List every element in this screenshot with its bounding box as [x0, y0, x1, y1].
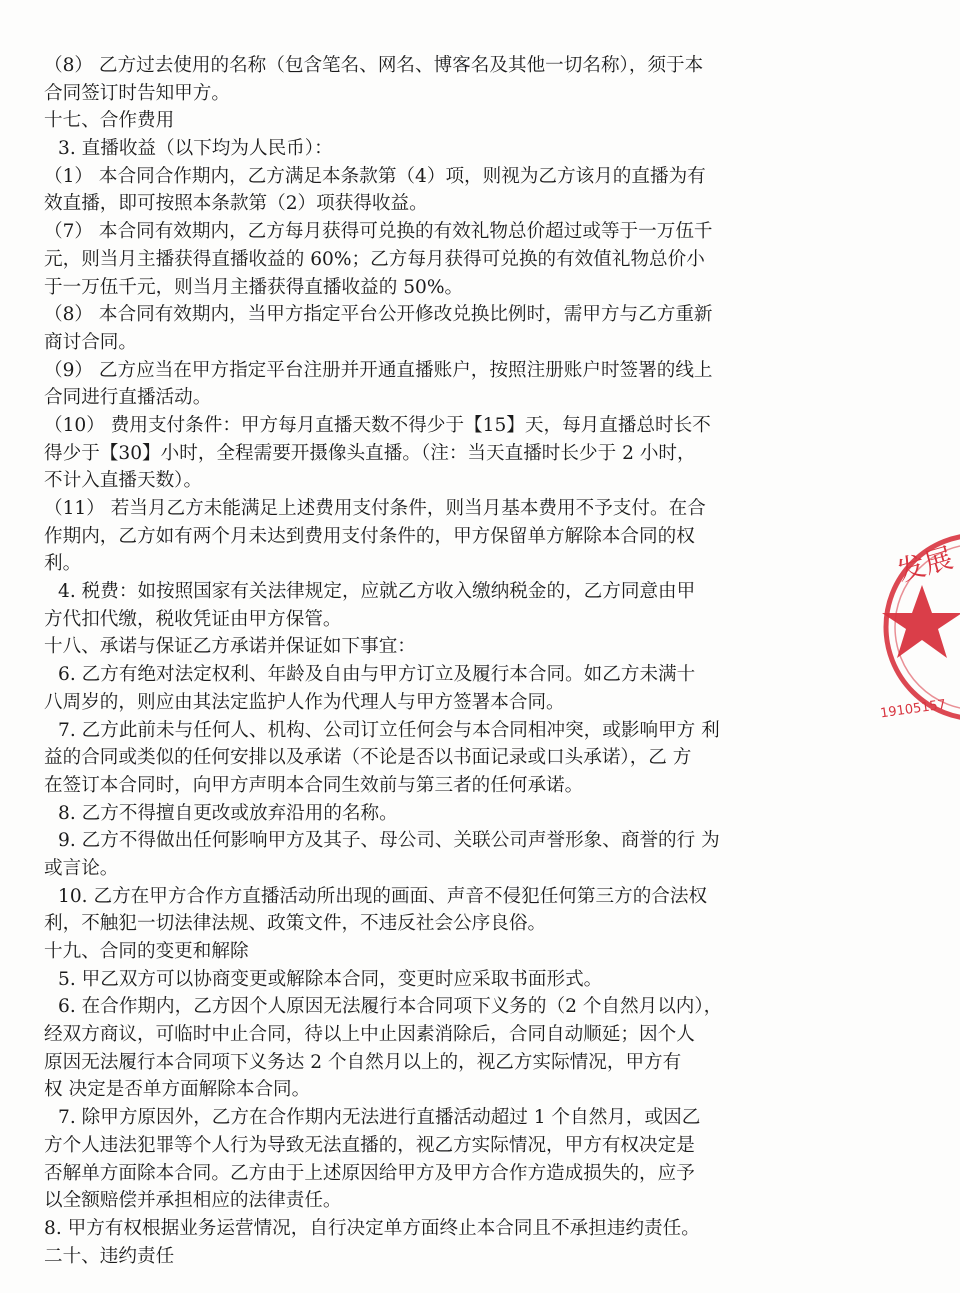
text-line: 合同签订时告知甲方。 [44, 82, 230, 104]
seal-number: 19105157 [879, 697, 947, 722]
text-line: 在签订本合同时，向甲方声明本合同生效前与第三者的任何承诺。 [44, 774, 584, 796]
clause-line: 4. 税费：如按照国家有关法律规定，应就乙方收入缴纳税金的，乙方同意由甲 [58, 581, 696, 603]
clause-line: 8. 甲方有权根据业务运营情况，自行决定单方面终止本合同且不承担违约责任。 [44, 1217, 700, 1239]
section-heading: 十七、合作费用 [44, 110, 175, 132]
text-line: 以全额赔偿并承担相应的法律责任。 [44, 1190, 342, 1212]
section-heading: 十九、合同的变更和解除 [44, 941, 249, 962]
clause-line: 5. 甲乙双方可以协商变更或解除本合同，变更时应采取书面形式。 [58, 968, 603, 990]
text-line: 得少于【30】小时，全程需要开摄像头直播。（注：当天直播时长少于 2 小时， [44, 442, 696, 464]
contract-text [44, 52, 824, 1270]
text-line: 元，则当月主播获得直播收益的 60%；乙方每月获得可兑换的有效值礼物总价小 [44, 248, 705, 270]
seal-graphic [878, 515, 960, 747]
text-line: 利。 [44, 553, 82, 575]
clause-line: 8. 乙方不得擅自更改或放弃沿用的名称。 [58, 802, 398, 824]
text-line: （1） 本合同合作期内，乙方满足本条款第（4）项，则视为乙方该月的直播为有 [44, 165, 706, 187]
text-line: （9） 乙方应当在甲方指定平台注册并开通直播账户，按照注册账户时签署的线上 [44, 359, 713, 381]
clause-line: 10. 乙方在甲方合作方直播活动所出现的画面、声音不侵犯任何第三方的合法权 [58, 885, 708, 907]
text-line: 利，不触犯一切法律法规、政策文件，不违反社会公序良俗。 [44, 913, 547, 935]
text-line: 经双方商议，可临时中止合同，待以上中止因素消除后，合同自动顺延；因个人 [44, 1024, 695, 1046]
clause-line: 7. 乙方此前未与任何人、机构、公司订立任何会与本合同相冲突，或影响甲方 利 [58, 719, 720, 741]
text-line: （8） 乙方过去使用的名称（包含笔名、网名、博客名及其他一切名称），须于本 [44, 55, 704, 76]
text-line: 合同进行直播活动。 [44, 387, 212, 409]
text-line: 原因无法履行本合同项下义务达 2 个自然月以上的，视乙方实际情况，甲方有 [44, 1051, 682, 1073]
clause-line: 9. 乙方不得做出任何影响甲方及其子、母公司、关联公司声誉形象、商誉的行 为 [58, 830, 720, 852]
text-line: 权 决定是否单方面解除本合同。 [44, 1079, 311, 1101]
text-line: （8） 本合同有效期内，当甲方指定平台公开修改兑换比例时，需甲方与乙方重新 [44, 304, 713, 326]
text-line: 效直播，即可按照本条款第（2）项获得收益。 [44, 193, 428, 215]
clause-line: 6. 在合作期内，乙方因个人原因无法履行本合同项下义务的（2 个自然月以内）， [58, 996, 723, 1018]
text-line: 或言论。 [44, 857, 119, 879]
seal-text: 发展 [893, 541, 957, 589]
text-line: 八周岁的，则应由其法定监护人作为代理人与甲方签署本合同。 [44, 691, 565, 713]
clause-heading: 3. 直播收益（以下均为人民币）： [58, 138, 333, 160]
text-line: （10） 费用支付条件：甲方每月直播天数不得少于【15】天，每月直播总时长不 [44, 414, 711, 436]
text-line: 益的合同或类似的任何安排以及承诺（不论是否以书面记录或口头承诺），乙 方 [44, 747, 692, 769]
clause-line: 6. 乙方有绝对法定权利、年龄及自由与甲方订立及履行本合同。如乙方未满十 [58, 664, 696, 686]
text-line: 商讨合同。 [44, 331, 137, 353]
text-line: （11） 若当月乙方未能满足上述费用支付条件，则当月基本费用不予支付。在合 [44, 498, 706, 519]
text-line: 否解单方面除本合同。乙方由于上述原因给甲方及甲方合作方造成损失的，应予 [44, 1162, 695, 1184]
text-line: 于一万伍千元，则当月主播获得直播收益的 50%。 [44, 276, 464, 298]
company-seal [878, 515, 960, 747]
text-line: 方个人违法犯罪等个人行为导致无法直播的，视乙方实际情况，甲方有权决定是 [44, 1134, 695, 1156]
text-line: 作期内，乙方如有两个月未达到费用支付条件的，甲方保留单方解除本合同的权 [44, 525, 695, 547]
text-line: 不计入直播天数）。 [44, 470, 203, 492]
text-line: （7） 本合同有效期内，乙方每月获得可兑换的有效礼物总价超过或等于一万伍千 [44, 221, 713, 243]
section-heading: 二十、违约责任 [44, 1245, 175, 1267]
clause-line: 7. 除甲方原因外，乙方在合作期内无法进行直播活动超过 1 个自然月，或因乙 [58, 1107, 701, 1129]
section-heading: 十八、承诺与保证乙方承诺并保证如下事宜： [44, 636, 416, 658]
text-line: 方代扣代缴，税收凭证由甲方保管。 [44, 608, 342, 630]
